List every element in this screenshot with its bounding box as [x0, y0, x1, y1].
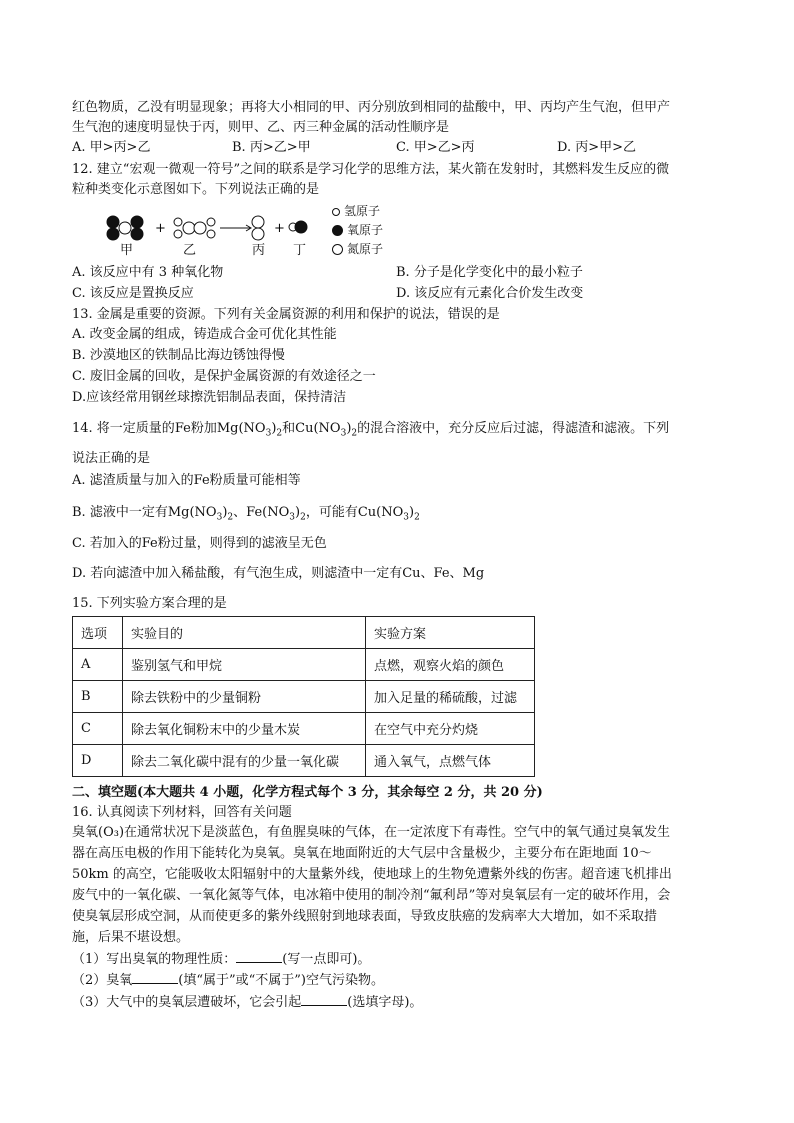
nitrogen-atom-icon	[332, 244, 343, 255]
q12-option-c: C. 该反应是置换反应	[72, 286, 194, 301]
q16-passage-line: 废气中的一氧化碳、一氧化氮等气体，电冰箱中使用的制冷剂“氟利昂”等对臭氧层有一定的破坏作用，会	[72, 888, 671, 903]
answer-blank[interactable]	[301, 993, 347, 1006]
q11-option-d: D. 丙>甲>乙	[557, 140, 637, 155]
legend-hydrogen: 氢原子	[332, 202, 383, 221]
table-row	[73, 649, 535, 681]
q16-passage-line: 施，后果不堪设想。	[72, 930, 190, 945]
q14-option-a: A. 滤渣质量与加入的Fe粉质量可能相等	[72, 473, 301, 488]
table-cell: 除去二氧化碳中混有的少量一氧化碳	[123, 745, 366, 777]
table-cell: 加入足量的稀硫酸，过滤	[366, 681, 535, 713]
q14-stem: 14. 将一定质量的Fe粉加$Mg(NO_3)_2$和$Cu(NO_3)_2$的混合溶液中，充分反应后过滤，得滤渣和滤液。下列	[72, 421, 670, 439]
molecule-ding	[289, 221, 307, 233]
label-yi: 乙	[183, 243, 197, 258]
q13-option-a: A. 改变金属的组成，铸造成合金可优化其性能	[72, 327, 337, 342]
table-row	[73, 681, 535, 713]
table-cell: 点燃，观察火焰的颜色	[366, 649, 535, 681]
q13-stem: 13. 金属是重要的资源。下列有关金属资源的利用和保护的说法，错误的是	[72, 307, 500, 322]
table-cell: 在空气中充分灼烧	[366, 713, 535, 745]
table-header: 选项	[73, 617, 123, 649]
table-cell: D	[73, 745, 123, 777]
q16-sub1: （1）写出臭氧的物理性质： (写一点即可)。	[72, 952, 371, 967]
label-jia: 甲	[120, 243, 134, 258]
table-row	[73, 713, 535, 745]
answer-blank[interactable]	[132, 971, 178, 984]
q15-stem: 15. 下列实验方案合理的是	[72, 596, 227, 611]
q16-sub3: （3）大气中的臭氧层遭破坏，它会引起 (选填字母)。	[72, 995, 423, 1010]
table-cell: 除去氧化铜粉末中的少量木炭	[123, 713, 366, 745]
q14-option-b: B. 滤液中一定有$Mg(NO_3)_2$、$Fe(NO_3)_2$，可能有$Cu(NO_3)_2$	[72, 505, 420, 523]
atom-legend	[332, 202, 383, 259]
q12-line1: 12. 建立“宏观一微观一符号”之间的联系是学习化学的思维方法，某火箭在发射时，其燃料发生反应的微	[72, 162, 670, 177]
table-cell: 除去铁粉中的少量铜粉	[123, 681, 366, 713]
table-cell: 通入氧气，点燃气体	[366, 745, 535, 777]
oxygen-atom-icon	[332, 225, 343, 236]
q13-option-b: B. 沙漠地区的铁制品比海边锈蚀得慢	[72, 348, 285, 363]
q11-option-c: C. 甲>乙>丙	[396, 140, 475, 155]
q14-option-c: C. 若加入的Fe粉过量，则得到的滤液呈无色	[72, 536, 327, 551]
table-cell: C	[73, 713, 123, 745]
label-ding: 丁	[293, 243, 307, 258]
q13-option-d: D.应该经常用钢丝球擦洗铝制品表面，保持清洁	[72, 390, 347, 405]
table-header: 实验方案	[366, 617, 535, 649]
q11-line1: 红色物质，乙没有明显现象；再将大小相同的甲、丙分别放到相同的盐酸中，甲、丙均产生气泡，但甲产	[72, 100, 671, 115]
molecule-bing	[252, 216, 264, 240]
q12-line2: 粒种类变化示意图如下。下列说法正确的是	[72, 182, 320, 197]
svg-text:+: +	[274, 221, 285, 236]
table-header-row	[73, 617, 535, 649]
legend-oxygen: 氧原子	[332, 221, 383, 240]
q16-stem: 16. 认真阅读下列材料，回答有关问题	[72, 805, 292, 820]
q11-option-b: B. 丙>乙>甲	[232, 140, 311, 155]
table-cell: A	[73, 649, 123, 681]
q16-passage-line: 使臭氧层形成空洞，从而使更多的紫外线照射到地球表面，导致皮肤癌的发病率大大增加，如不采取措	[72, 909, 658, 924]
hydrogen-atom-icon	[332, 208, 340, 216]
answer-blank[interactable]	[236, 950, 282, 963]
q12-option-a: A. 该反应中有 3 种氧化物	[72, 265, 224, 280]
q11-option-a: A. 甲>丙>乙	[72, 140, 151, 155]
q12-option-d: D. 该反应有元素化合价发生改变	[396, 286, 584, 301]
q11-line2: 生气泡的速度明显快于丙，则甲、乙、丙三种金属的活动性顺序是	[72, 120, 450, 135]
q16-passage-line: 50km 的高空，它能吸收太阳辐射中的大量紫外线，使地球上的生物免遭紫外线的伤害。超音速飞机排出	[72, 867, 672, 882]
legend-nitrogen: 氮原子	[332, 240, 383, 259]
svg-text:+: +	[155, 221, 166, 236]
table-row	[73, 745, 535, 777]
label-bing: 丙	[252, 243, 266, 258]
molecule-yi	[174, 218, 215, 238]
q13-option-c: C. 废旧金属的回收，是保护金属资源的有效途径之一	[72, 369, 376, 384]
molecule-jia	[107, 216, 143, 240]
q12-option-b: B. 分子是化学变化中的最小粒子	[396, 265, 583, 280]
q14-line2: 说法正确的是	[72, 451, 151, 466]
q16-sub2: （2）臭氧 (填“属于”或“不属于”)空气污染物。	[72, 973, 385, 988]
table-header: 实验目的	[123, 617, 366, 649]
section-heading: 二、填空题(本大题共 4 小题，化学方程式每个 3 分，其余每空 2 分，共 20 分)	[72, 785, 543, 800]
q16-passage-line: 臭氧(O₃)在通常状况下是淡蓝色，有鱼腥臭味的气体，在一定浓度下有毒性。空气中的氧气通过臭氧发生	[72, 825, 671, 840]
table-cell: B	[73, 681, 123, 713]
table-cell: 鉴别氢气和甲烷	[123, 649, 366, 681]
q16-passage-line: 器在高压电极的作用下能转化为臭氧。臭氧在地面附近的大气层中含量极少，主要分布在距地面 10～	[72, 846, 652, 861]
q14-option-d: D. 若向滤渣中加入稀盐酸，有气泡生成，则滤渣中一定有Cu、Fe、Mg	[72, 566, 485, 581]
experiment-table	[72, 616, 535, 777]
